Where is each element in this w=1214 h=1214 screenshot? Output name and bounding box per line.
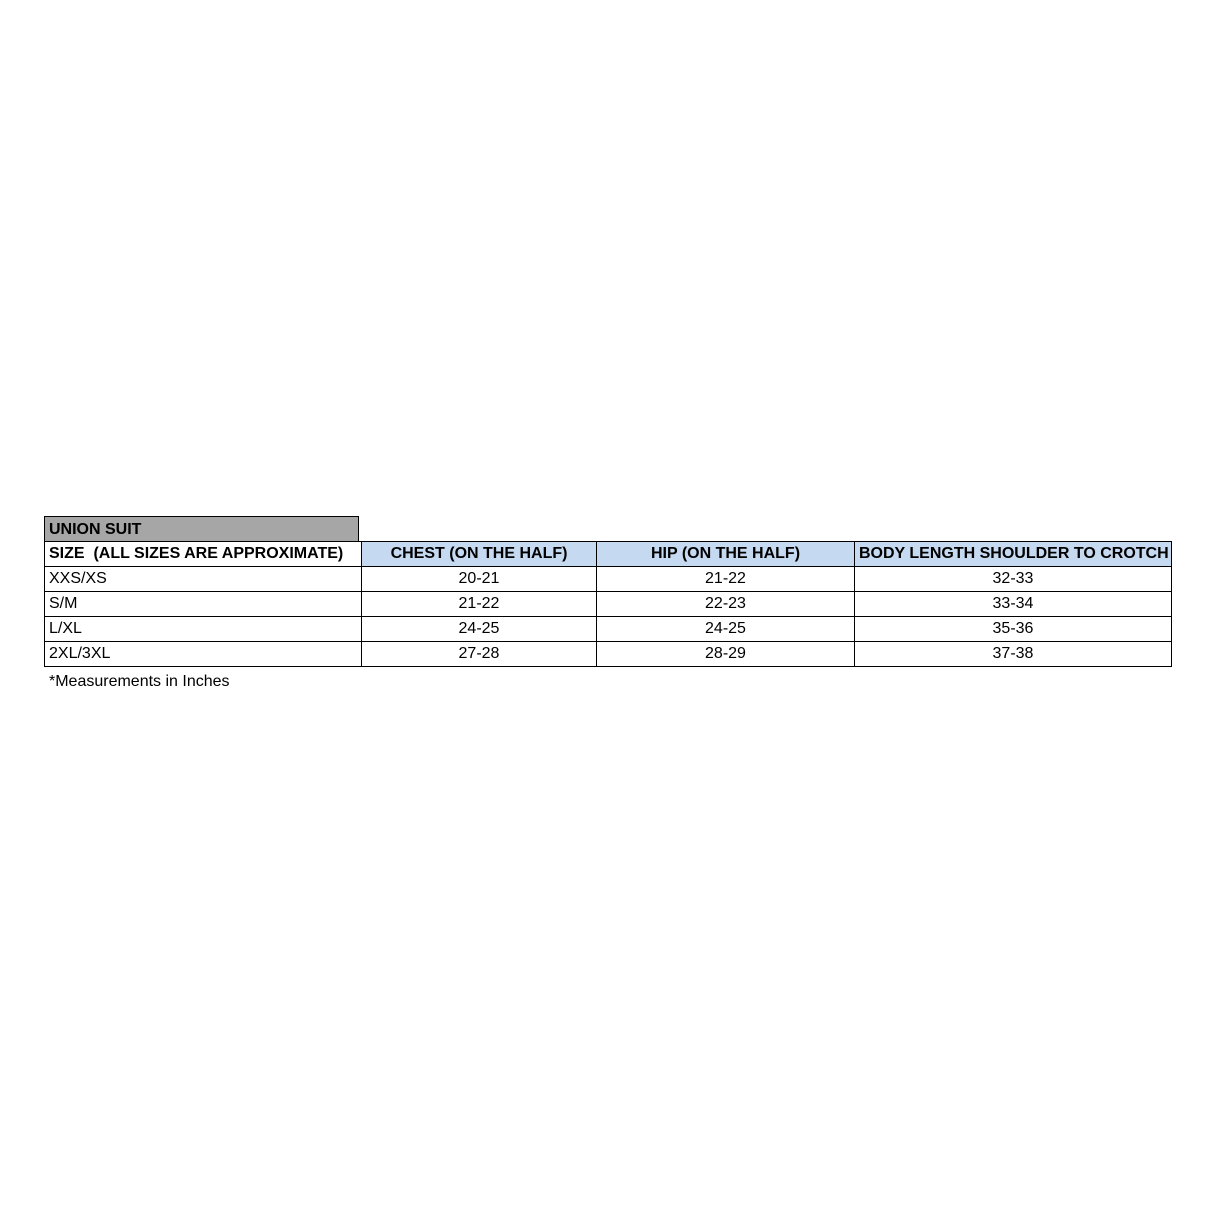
table-row (45, 642, 1172, 667)
header-hip: HIP (ON THE HALF) (597, 542, 855, 567)
header-body-length: BODY LENGTH SHOULDER TO CROTCH (855, 542, 1172, 567)
size-table (44, 541, 1172, 667)
table-header-row (45, 542, 1172, 567)
footnote: *Measurements in Inches (49, 673, 230, 690)
size-chart (44, 516, 1171, 693)
table-row (45, 592, 1172, 617)
header-chest: CHEST (ON THE HALF) (362, 542, 597, 567)
hip-cell: 21-22 (597, 567, 855, 592)
body-length-cell: 32-33 (855, 567, 1172, 592)
hip-cell: 22-23 (597, 592, 855, 617)
header-size: SIZE (ALL SIZES ARE APPROXIMATE) (45, 542, 362, 567)
chest-cell: 24-25 (362, 617, 597, 642)
chart-title: UNION SUIT (44, 516, 359, 541)
hip-cell: 28-29 (597, 642, 855, 667)
hip-cell: 24-25 (597, 617, 855, 642)
size-cell: S/M (45, 592, 362, 617)
size-cell: L/XL (45, 617, 362, 642)
body-length-cell: 33-34 (855, 592, 1172, 617)
body-length-cell: 35-36 (855, 617, 1172, 642)
size-cell: 2XL/3XL (45, 642, 362, 667)
chest-cell: 27-28 (362, 642, 597, 667)
chest-cell: 20-21 (362, 567, 597, 592)
size-cell: XXS/XS (45, 567, 362, 592)
table-row (45, 567, 1172, 592)
table-row (45, 617, 1172, 642)
chest-cell: 21-22 (362, 592, 597, 617)
body-length-cell: 37-38 (855, 642, 1172, 667)
